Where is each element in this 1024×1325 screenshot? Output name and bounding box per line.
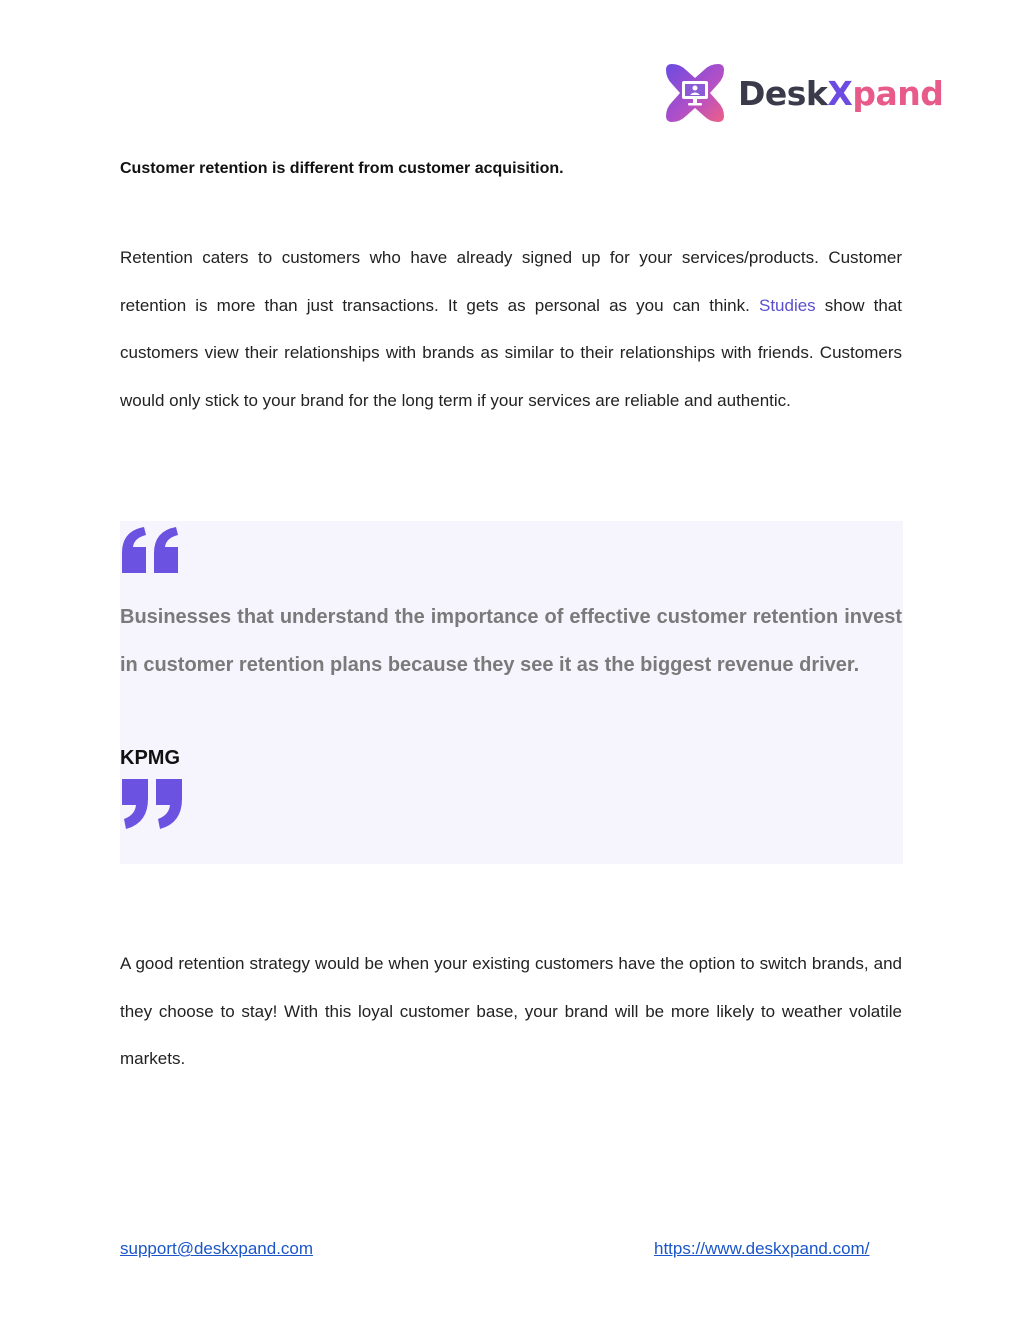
retention-paragraph-end: show that customers view their relationships with brands as similar to their relationships with friends. Customers would only stick to your brand for the long term if your services are reliable and authentic. [120, 295, 902, 411]
retention-paragraph [120, 234, 902, 425]
brand-name [738, 74, 943, 113]
footer-website-link[interactable]: https://www.deskxpand.com/ [654, 1239, 870, 1258]
deskxpand-logo-icon [662, 60, 728, 126]
section-heading: Customer retention is different from customer acquisition. [120, 160, 564, 177]
brand-logo [662, 60, 943, 126]
studies-link[interactable]: Studies [758, 295, 816, 315]
brand-name-desk: Desk [738, 73, 828, 113]
strategy-paragraph: A good retention strategy would be when your existing customers have the option to switch brands, and they choose to stay! With this loyal customer base, your brand will be more likely to weather volatile markets. [120, 954, 902, 1069]
quote-author: KPMG [120, 747, 180, 769]
quote-block [120, 521, 903, 864]
close-quote-icon [120, 777, 186, 831]
footer-email-link[interactable]: support@deskxpand.com [120, 1239, 314, 1258]
brand-name-pand: pand [852, 73, 944, 113]
brand-name-x: X [827, 73, 853, 113]
retention-paragraph-start: Retention caters to customers who have already signed up for your services/products. Customer retention is more than just transactions. It gets as personal as you can think. [120, 248, 902, 315]
quote-text: Businesses that understand the importance of effective customer retention invest in customer retention plans because they see it as the biggest revenue driver. [120, 606, 902, 676]
open-quote-icon [120, 525, 182, 575]
